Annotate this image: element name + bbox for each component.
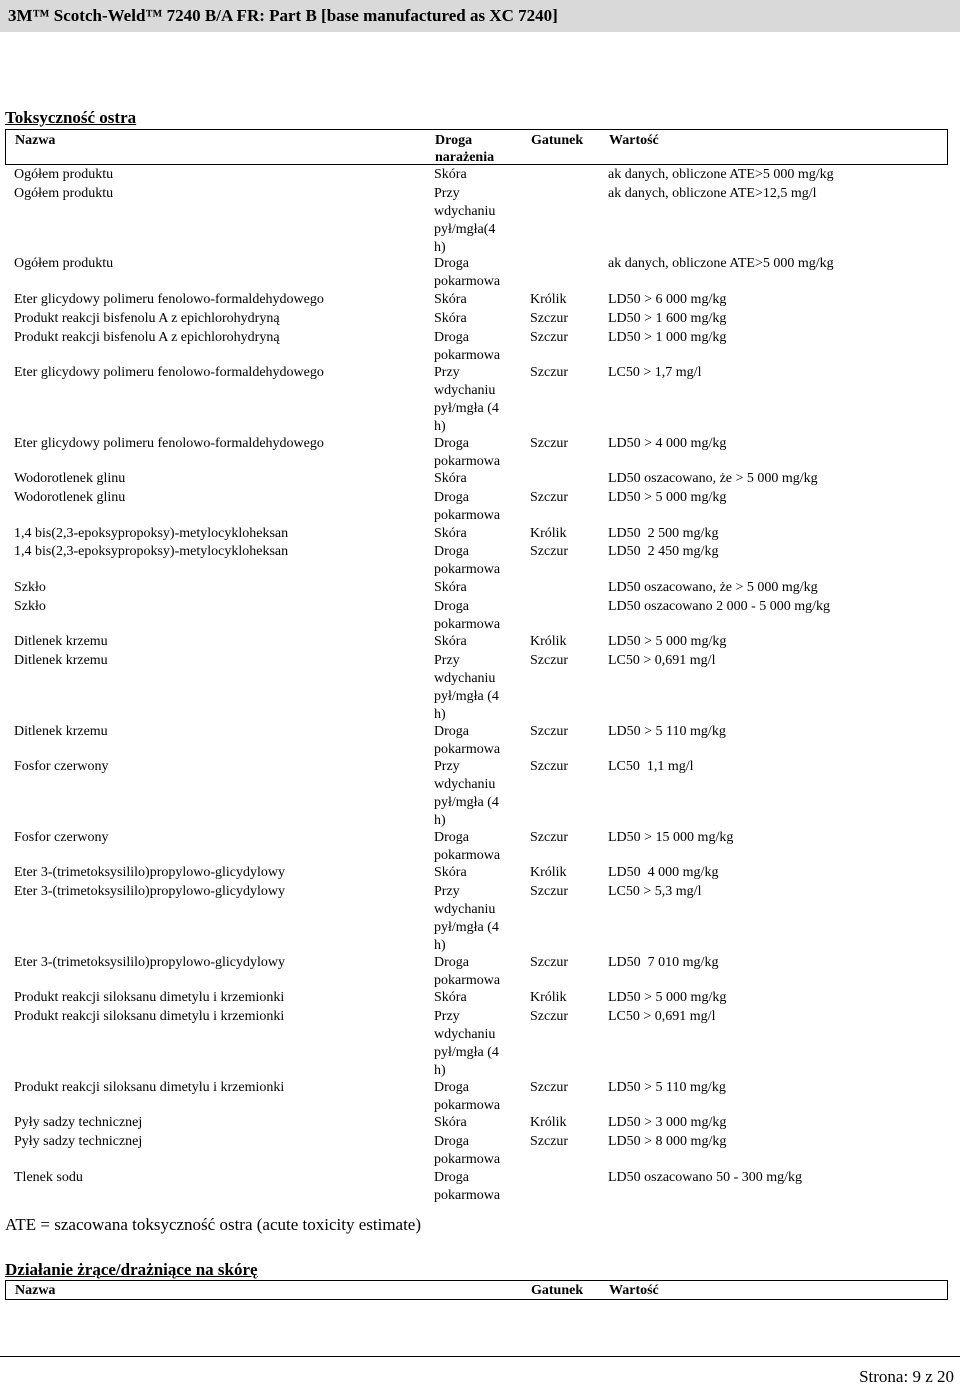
- cell-species: Szczur: [530, 329, 569, 345]
- page-footer: [0, 1356, 960, 1388]
- cell-route: Droga pokarmowa: [434, 256, 501, 290]
- cell-route: Skóra: [434, 634, 467, 650]
- table-row: [5, 524, 948, 543]
- cell-name: Ogółem produktu: [14, 167, 114, 182]
- document-title: 3M™ Scotch-Weld™ 7240 B/A FR: Part B [base manufactured as XC 7240]: [8, 6, 558, 25]
- cell-value: LD50 > 5 000 mg/kg: [608, 490, 727, 506]
- cell-value: LD50 4 000 mg/kg: [608, 865, 719, 881]
- cell-species: Szczur: [530, 1079, 569, 1095]
- cell-route: Droga pokarmowa: [434, 544, 501, 578]
- cell-value: LD50 > 3 000 mg/kg: [608, 1115, 727, 1131]
- cell-value: ak danych, obliczone ATE>5 000 mg/kg: [608, 256, 834, 272]
- cell-route: Przy wdychaniu pył/mgła (4 h): [434, 1009, 499, 1079]
- cell-species: Szczur: [530, 1134, 569, 1150]
- cell-route: Droga pokarmowa: [434, 329, 501, 363]
- ate-footnote: ATE = szacowana toksyczność ostra (acute toxicity estimate): [5, 1215, 422, 1234]
- cell-name: Ogółem produktu: [14, 185, 114, 201]
- cell-name: Produkt reakcji bisfenolu A z epichlorohydryną: [14, 329, 280, 345]
- cell-species: Szczur: [530, 829, 569, 845]
- cell-route: Przy wdychaniu pył/mgła (4 h): [434, 652, 499, 722]
- cell-name: Eter 3-(trimetoksysililo)propylowo-glicydylowy: [14, 884, 286, 900]
- cell-value: LC50 1,1 mg/l: [608, 759, 694, 775]
- cell-value: LD50 oszacowano, że > 5 000 mg/kg: [608, 579, 818, 595]
- cell-species: Szczur: [530, 759, 569, 775]
- cell-name: Produkt reakcji siloksanu dimetylu i krzemionki: [14, 1009, 285, 1025]
- cell-name: Ditlenek krzemu: [14, 723, 108, 739]
- table-row: [5, 434, 948, 470]
- table-row: [5, 632, 948, 651]
- cell-name: Ditlenek krzemu: [14, 634, 108, 650]
- column-header-species: Gatunek: [531, 133, 584, 148]
- cell-species: Szczur: [530, 954, 569, 970]
- cell-value: LD50 > 1 000 mg/kg: [608, 329, 727, 345]
- skin-corrosion-table: [5, 1280, 948, 1300]
- cell-species: Szczur: [530, 365, 569, 381]
- cell-route: Droga pokarmowa: [434, 723, 501, 757]
- cell-route: Droga pokarmowa: [434, 435, 501, 469]
- cell-name: Produkt reakcji siloksanu dimetylu i krzemionki: [14, 1079, 285, 1095]
- column-header-name: Nazwa: [15, 133, 56, 148]
- cell-name: Eter 3-(trimetoksysililo)propylowo-glicydylowy: [14, 865, 286, 881]
- table-row: [5, 882, 948, 953]
- table-row: [5, 542, 948, 578]
- column-header-value: Wartość: [609, 1283, 659, 1298]
- section-title-skin-corrosion: Działanie żrące/drażniące na skórę: [5, 1260, 258, 1279]
- cell-value: LD50 2 450 mg/kg: [608, 544, 719, 560]
- table-row: [5, 1132, 948, 1168]
- cell-name: Produkt reakcji siloksanu dimetylu i krzemionki: [14, 990, 285, 1006]
- column-header-route: Droga narażenia: [435, 133, 495, 165]
- table-header: [5, 129, 948, 165]
- cell-value: LD50 > 5 000 mg/kg: [608, 990, 727, 1006]
- cell-name: Ogółem produktu: [14, 256, 114, 272]
- table-row: [5, 184, 948, 255]
- cell-value: LD50 oszacowano 50 - 300 mg/kg: [608, 1169, 803, 1185]
- cell-value: LD50 > 15 000 mg/kg: [608, 829, 734, 845]
- cell-name: Szkło: [14, 598, 46, 614]
- table-row: [5, 863, 948, 882]
- cell-species: Szczur: [530, 544, 569, 560]
- cell-species: Szczur: [530, 884, 569, 900]
- cell-name: Eter glicydowy polimeru fenolowo-formaldehydowego: [14, 365, 324, 381]
- cell-name: Eter glicydowy polimeru fenolowo-formaldehydowego: [14, 291, 324, 307]
- table-row: [5, 988, 948, 1007]
- cell-species: Szczur: [530, 490, 569, 506]
- cell-route: Skóra: [434, 525, 467, 541]
- table-row: [5, 578, 948, 597]
- cell-route: Przy wdychaniu pył/mgła (4 h): [434, 365, 499, 435]
- cell-name: Tlenek sodu: [14, 1169, 83, 1185]
- cell-route: Skóra: [434, 865, 467, 881]
- cell-value: ak danych, obliczone ATE>12,5 mg/l: [608, 185, 817, 201]
- column-header-name: Nazwa: [15, 1283, 56, 1298]
- cell-value: LC50 > 1,7 mg/l: [608, 365, 702, 381]
- cell-route: Przy wdychaniu pył/mgła (4 h): [434, 759, 499, 829]
- cell-species: Królik: [530, 291, 567, 307]
- table-row: [5, 488, 948, 524]
- cell-route: Skóra: [434, 990, 467, 1006]
- cell-name: Eter 3-(trimetoksysililo)propylowo-glicydylowy: [14, 954, 286, 970]
- cell-value: ak danych, obliczone ATE>5 000 mg/kg: [608, 167, 834, 182]
- acute-toxicity-table: [5, 129, 948, 1203]
- cell-name: Wodorotlenek glinu: [14, 490, 126, 506]
- cell-name: Pyły sadzy technicznej: [14, 1134, 143, 1150]
- cell-name: Fosfor czerwony: [14, 759, 109, 775]
- table-row: [5, 1078, 948, 1114]
- cell-route: Droga pokarmowa: [434, 1134, 501, 1168]
- cell-name: Szkło: [14, 579, 46, 595]
- table-row: [5, 469, 948, 488]
- table-row: [5, 953, 948, 989]
- cell-name: Ditlenek krzemu: [14, 652, 108, 668]
- table-row: [5, 165, 948, 184]
- cell-value: LD50 oszacowano, że > 5 000 mg/kg: [608, 471, 818, 487]
- cell-value: LD50 > 5 110 mg/kg: [608, 1079, 726, 1095]
- cell-route: Przy wdychaniu pył/mgła(4 h): [434, 185, 496, 255]
- cell-name: 1,4 bis(2,3-epoksypropoksy)-metylocykloheksan: [14, 544, 289, 560]
- cell-route: Droga pokarmowa: [434, 1079, 501, 1113]
- table-row: [5, 363, 948, 434]
- cell-route: Droga pokarmowa: [434, 1169, 501, 1203]
- table-row: [5, 328, 948, 364]
- cell-value: LD50 > 1 600 mg/kg: [608, 310, 727, 326]
- cell-value: LD50 2 500 mg/kg: [608, 525, 719, 541]
- cell-species: Szczur: [530, 652, 569, 668]
- table-row: [5, 597, 948, 633]
- cell-name: Fosfor czerwony: [14, 829, 109, 845]
- cell-route: Skóra: [434, 291, 467, 307]
- cell-name: 1,4 bis(2,3-epoksypropoksy)-metylocykloheksan: [14, 525, 289, 541]
- cell-species: Królik: [530, 525, 567, 541]
- cell-species: Szczur: [530, 723, 569, 739]
- table-row: [5, 757, 948, 828]
- column-header-species: Gatunek: [531, 1283, 584, 1298]
- table-row: [5, 828, 948, 864]
- table-row: [5, 651, 948, 722]
- cell-route: Skóra: [434, 579, 467, 595]
- cell-name: Eter glicydowy polimeru fenolowo-formaldehydowego: [14, 435, 324, 451]
- cell-species: Królik: [530, 634, 567, 650]
- cell-species: Szczur: [530, 310, 569, 326]
- cell-route: Droga pokarmowa: [434, 490, 501, 524]
- cell-species: Królik: [530, 990, 567, 1006]
- cell-value: LC50 > 5,3 mg/l: [608, 884, 702, 900]
- cell-route: Droga pokarmowa: [434, 598, 501, 632]
- table-body: [5, 165, 948, 1203]
- cell-route: Skóra: [434, 310, 467, 326]
- cell-value: LD50 oszacowano 2 000 - 5 000 mg/kg: [608, 598, 831, 614]
- table-row: [5, 1113, 948, 1132]
- cell-route: Skóra: [434, 471, 467, 487]
- column-header-value: Wartość: [609, 133, 659, 148]
- cell-value: LD50 > 6 000 mg/kg: [608, 291, 727, 307]
- table-row: [5, 254, 948, 290]
- section-title-acute-toxicity: Toksyczność ostra: [5, 108, 137, 127]
- table-header: [5, 1280, 948, 1300]
- table-row: [5, 309, 948, 328]
- cell-species: Królik: [530, 1115, 567, 1131]
- table-row: [5, 1007, 948, 1078]
- table-row: [5, 722, 948, 758]
- page-number: Strona: 9 z 20: [859, 1367, 954, 1386]
- cell-value: LD50 > 4 000 mg/kg: [608, 435, 727, 451]
- cell-name: Wodorotlenek glinu: [14, 471, 126, 487]
- document-header: [0, 0, 960, 32]
- cell-route: Przy wdychaniu pył/mgła (4 h): [434, 884, 499, 954]
- cell-value: LD50 > 8 000 mg/kg: [608, 1134, 727, 1150]
- cell-value: LC50 > 0,691 mg/l: [608, 652, 716, 668]
- cell-route: Droga pokarmowa: [434, 829, 501, 863]
- cell-species: Szczur: [530, 435, 569, 451]
- cell-species: Królik: [530, 865, 567, 881]
- cell-route: Skóra: [434, 1115, 467, 1131]
- cell-species: Szczur: [530, 1009, 569, 1025]
- cell-name: Pyły sadzy technicznej: [14, 1115, 143, 1131]
- cell-name: Produkt reakcji bisfenolu A z epichlorohydryną: [14, 310, 280, 326]
- cell-value: LD50 7 010 mg/kg: [608, 954, 719, 970]
- cell-value: LC50 > 0,691 mg/l: [608, 1009, 716, 1025]
- cell-value: LD50 > 5 000 mg/kg: [608, 634, 727, 650]
- table-row: [5, 290, 948, 309]
- cell-value: LD50 > 5 110 mg/kg: [608, 723, 726, 739]
- cell-route: Droga pokarmowa: [434, 954, 501, 988]
- table-row: [5, 1168, 948, 1204]
- cell-route: Skóra: [434, 167, 467, 182]
